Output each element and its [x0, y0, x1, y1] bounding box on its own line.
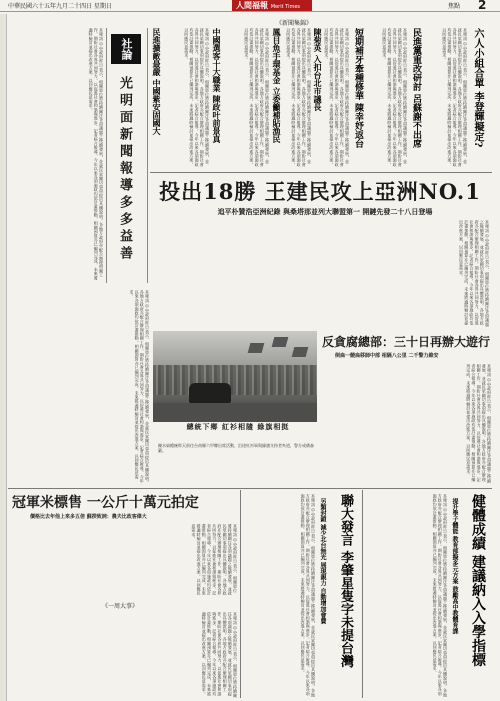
editorial-title: 光明面新聞報導多多益善: [117, 76, 132, 263]
bottom-mid-subhead: 另類封鎖 減少北台無光 展現親力 自動增加會費: [319, 498, 326, 625]
bottom-left-body: 本報訊 中央政府昨日表示，相關單位將持續關注各項議題之後續發展，並就民眾關切事項提出具體說明。各地方政府亦配合辦理相關工作，期盼社會各界共同努力，以促進社會和諧與進步。記者綜合報導，今年以來各項施政均依計畫推動，相關預算亦已編列完成，未來將適時檢討並提出改進方案，以回應民意需求。: [191, 524, 238, 596]
bottom-right-subhead-wrap: [450, 498, 466, 698]
rightmid-body: 本報訊 中央政府昨日表示，相關單位將持續關注各項議題之後續發展，並就民眾關切事項提出具體說明。各地方政府亦配合辦理相關工作，期盼社會各界共同努力，以促進社會和諧與進步。記者綜合報導，今年以來各項施政均依計畫推動，相關預算亦已編列完成，未來將適時檢討並提出改進方案，以回應民意需求。: [466, 364, 492, 484]
photo-crowd: [153, 365, 317, 395]
bottom-mid-headline: 聯大發言 李肇星隻字未提台灣: [338, 494, 353, 668]
issue-date: 中華民國六十五年九月二十四日 星期日: [8, 3, 112, 10]
top-headline-7: 民進擴敵最嚴 中國紫安固國大: [152, 28, 162, 135]
bottom-left-subhead: 價格比去年他上來多五倍 蘇揆致詞：農夫比政客偉大: [30, 514, 147, 520]
top-story-5: [272, 28, 288, 168]
top-headline-5: 鳳目魚手環基金 立委籲補貼漁民: [272, 28, 282, 143]
body-text-3: 本報訊 中央政府昨日表示，相關單位將持續關注各項議題之後續發展，並就民眾關切事項提出具體說明。各地方政府亦配合辦理相關工作，期盼社會各界共同努力，以促進社會和諧與進步。記者綜合報導，今年以來各項施政均依計畫推動，相關預算亦已編列完成，未來將適時檢討並提出改進方案，以回應民意需求。: [324, 28, 350, 167]
bottom-right-headline-wrap: [468, 494, 492, 698]
body-text-5: 本報訊 中央政府昨日表示，相關單位將持續關注各項議題之後續發展，並就民眾關切事項提出具體說明。各地方政府亦配合辦理相關工作，期盼社會各界共同努力，以促進社會和諧與進步。記者綜合報導，今年以來各項施政均依計畫推動，相關預算亦已編列完成，未來將適時檢討並提出改進方案，以回應民意需求。: [244, 28, 270, 167]
editorial-box: [106, 28, 148, 283]
bottom-left-headline: 冠軍米標售 一公斤十萬元拍定: [12, 495, 199, 511]
photo-car: [189, 383, 231, 403]
main-headline: 投出18勝 王建民攻上亞洲NO.1: [159, 179, 481, 204]
photo-road: [153, 403, 317, 422]
top-headline-2: 民進黨重改研討 呂蘇謝不出席: [411, 28, 421, 149]
bottom-mid-subhead-wrap: [318, 498, 334, 694]
top-headline-1: 六人小組合單 李登輝擬定?: [472, 28, 483, 148]
news-banner: 《新聞集錦》: [275, 20, 312, 27]
body-text-1: 本報訊 中央政府昨日表示，相關單位將持續關注各項議題之後續發展，並就民眾關切事項提出具體說明。各地方政府亦配合辦理相關工作，期盼社會各界共同努力，以促進社會和諧與進步。記者綜合報導，今年以來各項施政均依計畫推動，相關預算亦已編列完成，未來將適時檢討並提出改進方案，以回應民意需求。: [442, 28, 468, 167]
top-story-3: [352, 28, 370, 168]
left-body-text: 本報訊 中央政府昨日表示，相關單位將持續關注各項議題之後續發展，並就民眾關切事項提出具體說明。各地方政府亦配合辦理相關工作，期盼社會各界共同努力，以促進社會和諧與進步。記者綜合報導，今年以來各項施政均依計畫推動，相關預算亦已編列完成，未來將適時檢討並提出改進方案，以回應民意需求。: [129, 290, 150, 485]
top-story-6: [212, 28, 228, 168]
news-photo: [153, 331, 317, 422]
top-story-2: [410, 28, 428, 168]
top-story-7: [152, 28, 168, 168]
weekly-banner: 《一周大事》: [101, 603, 138, 610]
bottom-right-body: 本報訊 中央政府昨日表示，相關單位將持續關注各項議題之後續發展，並就民眾關切事項提出具體說明。各地方政府亦配合辦理相關工作，期盼社會各界共同努力，以促進社會和諧與進步。記者綜合報導，今年以來各項施政均依計畫推動，相關預算亦已編列完成，未來將適時檢討並提出改進方案，以回應民意需求。: [432, 494, 448, 698]
header-bar: [0, 0, 500, 12]
body-text-2: 本報訊 中央政府昨日表示，相關單位將持續關注各項議題之後續發展，並就民眾關切事項提出具體說明。各地方政府亦配合辦理相關工作，期盼社會各界共同努力，以促進社會和諧與進步。記者綜合報導，今年以來各項施政均依計畫推動，相關預算亦已編列完成，未來將適時檢討並提出改進方案，以回應民意需求。: [382, 28, 408, 167]
brand-sub: Merit Times: [270, 4, 301, 10]
weekly-body: 本報訊 中央政府昨日表示，相關單位將持續關注各項議題之後續發展，並就民眾關切事項提出具體說明。各地方政府亦配合辦理相關工作，期盼社會各界共同努力，以促進社會和諧與進步。記者綜合報導，今年以來各項施政均依計畫推動，相關預算亦已編列完成，未來將適時檢討並提出改進方案，以回應民意需求。: [201, 612, 238, 698]
photo-flag: [272, 337, 289, 347]
page-number: 2: [478, 0, 487, 12]
top-headline-6: 中國選客十大職業 陳政叶前景真: [212, 28, 222, 143]
photo-flag: [248, 343, 265, 353]
editorial-body: 本報訊 中央政府昨日表示，相關單位將持續關注各項議題之後續發展，並就民眾關切事項提出具體說明。各地方政府亦配合辦理相關工作，期盼社會各界共同努力，以促進社會和諧與進步。記者綜合報導，今年以來各項施政均依計畫推動，相關預算亦已編列完成，未來將適時檢討並提出改進方案，以回應民意需求。: [88, 28, 104, 280]
top-story-4: [313, 28, 329, 168]
brand-name: 人間福報: [236, 1, 268, 10]
divider-line: [150, 172, 492, 173]
divider-line: [240, 490, 241, 698]
bottom-mid-body: 本報訊 中央政府昨日表示，相關單位將持續關注各項議題之後續發展，並就民眾關切事項提出具體說明。各地方政府亦配合辦理相關工作，期盼社會各界共同努力，以促進社會和諧與進步。記者綜合報導，今年以來各項施政均依計畫推動，相關預算亦已編列完成，未來將適時檢討並提出改進方案，以回應民意需求。: [300, 494, 316, 698]
main-story-body: 本報訊 中央政府昨日表示，相關單位將持續關注各項議題之後續發展，並就民眾關切事項提出具體說明。各地方政府亦配合辦理相關工作，期盼社會各界共同努力，以促進社會和諧與進步。記者綜合報導，今年以來各項施政均依計畫推動，相關預算亦已編列完成，未來將適時檢討並提出改進方案，以回應民意需求。: [458, 220, 490, 327]
bottom-right-headline: 健體成績 建議納入入學指標: [470, 494, 486, 667]
body-text-6: 本報訊 中央政府昨日表示，相關單位將持續關注各項議題之後續發展，並就民眾關切事項提出具體說明。各地方政府亦配合辦理相關工作，期盼社會各界共同努力，以促進社會和諧與進步。記者綜合報導，今年以來各項施政均依計畫推動，相關預算亦已編列完成，未來將適時檢討並提出改進方案，以回應民意需求。: [184, 28, 210, 167]
brand-logo: [232, 0, 312, 11]
photo-caption-detail: 陳水扁總統昨天前往台南縣六甲鄉出席活動，沿途紅衫軍與綠旗支持者夾道，警方戒備森嚴。: [158, 443, 314, 453]
photo-flag: [292, 347, 309, 357]
divider-line: [362, 490, 363, 698]
rightmid-headline: 反貪腐總部：三十日再辦大遊行: [322, 335, 491, 349]
top-story-1: [470, 28, 492, 148]
bottom-right-subhead: 提升學子體能 教育部擬多元方案 鼓勵高中教體育課: [451, 498, 458, 635]
bottom-mid-headline-wrap: [336, 494, 358, 694]
editorial-tag: 社論: [111, 34, 141, 64]
photo-caption: 總統下鄉 紅衫相隨 綠旗相挺: [186, 422, 290, 431]
body-text-4: 本報訊 中央政府昨日表示，相關單位將持續關注各項議題之後續發展，並就民眾關切事項提出具體說明。各地方政府亦配合辦理相關工作，期盼社會各界共同努力，以促進社會和諧與進步。記者綜合報導，今年以來各項施政均依計畫推動，相關預算亦已編列完成，未來將適時檢討並提出改進方案，以回應民意需求。: [286, 28, 312, 167]
rightmid-subhead: 倒扁一競扁移師中部 相隔八公里 二千警力維安: [335, 353, 439, 359]
left-margin: [0, 14, 7, 701]
section-name: 焦點: [448, 3, 461, 10]
top-headline-3: 短期補牙牽種修華 陳幸妤返台: [353, 28, 363, 149]
top-headline-4: 陳菊英 入扣台北市議長: [313, 28, 323, 111]
main-subhead: 追平朴贊浩亞洲紀錄 與桑塔那並列大聯盟第一 開鏈先發二十八日登場: [217, 208, 433, 216]
divider-line: [8, 488, 492, 489]
